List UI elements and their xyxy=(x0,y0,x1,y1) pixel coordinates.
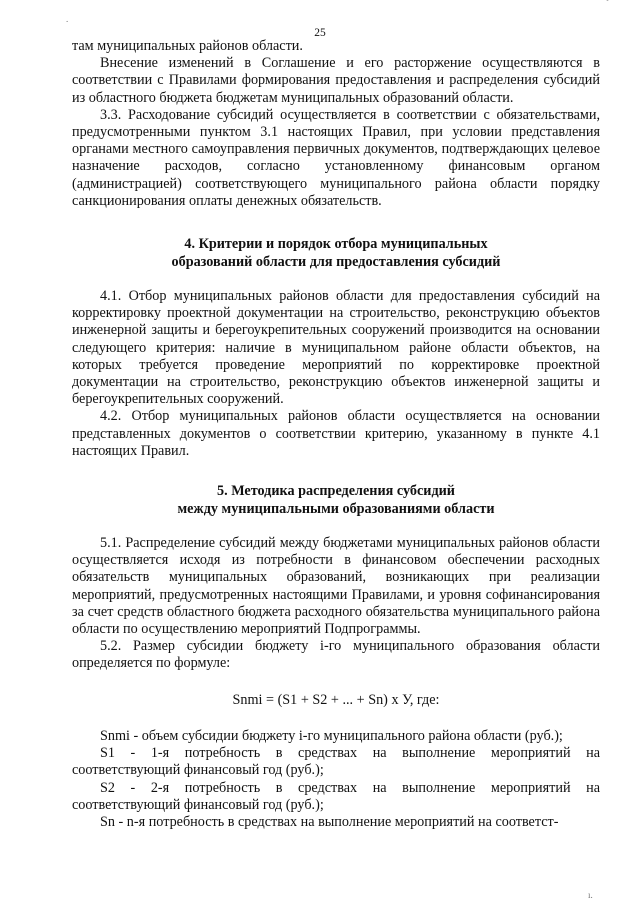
continuation-block xyxy=(72,38,600,210)
paragraph-continuation: там муниципальных районов области. xyxy=(72,38,303,54)
paragraph-5-1: 5.1. Распределение субсидий между бюджетами муниципальных районов области осуществляется исходя из потребности в финансовом обеспечении расходных обязательств муниципальных образований, возникающих при реализации мероприятий, предусмотренных настоящими Правилами, и уровня софинансирования за счет средств областного бюджета расходного обязательства муниципального района области по осуществлению мероприятий Подпрограммы. xyxy=(72,535,600,638)
definition-sn: Sn - n-я потребность в средствах на выполнение мероприятий на соответст- xyxy=(100,814,559,831)
definition-snmi: Snmi - объем субсидии бюджету i-го муниципального района области (руб.); xyxy=(100,728,563,744)
section-5-heading xyxy=(72,483,600,518)
scan-speck: . xyxy=(66,14,69,24)
section-5-body xyxy=(72,535,600,673)
subsidy-formula: Snmi = (S1 + S2 + ... + Sn) x У, где: xyxy=(232,692,440,708)
section-4-title-line2: образований области для предоставления субсидий xyxy=(171,253,501,270)
page-number: 25 xyxy=(314,27,326,39)
paragraph-agreement-changes: Внесение изменений в Соглашение и его расторжение осуществляются в соответствии с Правилами формирования предоставления и распределения субсидий из областного бюджета бюджетам муниципальных образований области. xyxy=(72,55,600,106)
section-5-title-line1: 5. Методика распределения субсидий xyxy=(217,483,455,499)
section-5-title-line2: между муниципальными образованиями области xyxy=(177,500,495,517)
paragraph-5-2: 5.2. Размер субсидии бюджету i-го муниципального образования области определяется по формуле: xyxy=(72,638,600,672)
scan-speck: ˘ xyxy=(606,0,609,8)
section-4-body xyxy=(72,288,600,460)
section-4-title-line1: 4. Критерии и порядок отбора муниципальных xyxy=(184,236,488,252)
scan-speck: ı. xyxy=(588,890,593,900)
formula-definitions xyxy=(72,728,600,831)
section-4-heading xyxy=(72,236,600,271)
paragraph-4-2: 4.2. Отбор муниципальных районов области осуществляется на основании представленных документов о соответствии критерию, указанному в пункте 4.1 настоящих Правил. xyxy=(72,408,600,459)
paragraph-4-1: 4.1. Отбор муниципальных районов области для предоставления субсидий на корректировку проектной документации на строительство, реконструкцию объектов инженерной защиты и берегоукрепительных сооружений производится на основании следующего критерия: наличие в муниципальном районе области объектов, на которых требуется проведение мероприятий по корректировке проектной документации на строительство, реконструкцию объектов инженерной защиты и берегоукрепительных сооружений. xyxy=(72,288,600,408)
definition-s1: S1 - 1-я потребность в средствах на выполнение мероприятий на соответствующий финансовый год (руб.); xyxy=(72,745,600,779)
definition-s2: S2 - 2-я потребность в средствах на выполнение мероприятий на соответствующий финансовый год (руб.); xyxy=(72,779,600,813)
paragraph-3-3: 3.3. Расходование субсидий осуществляется в соответствии с обязательствами, предусмотренными пунктом 3.1 настоящих Правил, при условии представления органами местного самоуправления первичных документов, подтверждающих целевое назначение расходов, согласно установленному финансовым органом (администрацией) соответствующего муниципального района области порядку санкционирования оплаты денежных обязательств. xyxy=(72,106,600,209)
